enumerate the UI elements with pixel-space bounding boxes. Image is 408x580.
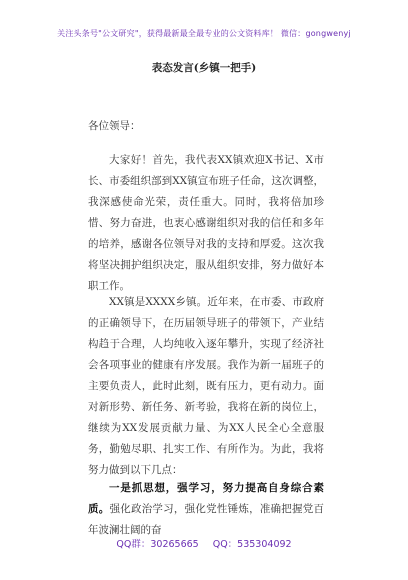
paragraph-2	[88, 292, 324, 481]
footer-qq-group: QQ群：30265665	[116, 539, 199, 550]
paragraph-1	[88, 150, 324, 297]
document-title: 表态发言(乡镇一把手)	[151, 62, 257, 74]
footer-qq: QQ：535304092	[212, 539, 292, 550]
paragraph-3-lead: 一是抓思想，强学习，努力提高自身综合素质。	[88, 482, 324, 515]
paragraph-3-text: 强化政治学习，强化党性锤炼，准确把握党百年波澜壮阔的奋	[88, 503, 325, 536]
footer-contact	[0, 536, 408, 550]
paragraph-1-text: 大家好！首先，我代表XX镇欢迎X书记、X市长、市委组织部到XX镇宣布班子任命，这次调整，我深感使命光荣，责任重大。同时，我将倍加珍惜、努力奋进，也衷心感谢组织对我的信任和多年的培养，感谢各位领导对我的支持和厚爱。这次我将坚决拥护组织决定，服从组织安排，努力做好本职工作。	[88, 154, 324, 292]
paragraph-2-text: XX镇是XXXX乡镇。近年来，在市委、市政府的正确领导下，在历届领导班子的带领下，产业结构趋于合理，人均纯收入逐年攀升，实现了经济社会各项事业的健康有序发展。我作为新一届班子的主要负责人，此时此刻，既有压力，更有动力。面对新形势、新任务、新考验，我将在新的岗位上，继续为XX发展贡献力量、为XX人民全心全意服务，勤勉尽职、扎实工作、有所作为。为此，我将努力做到以下几点：	[88, 296, 324, 476]
paragraph-3	[88, 478, 324, 541]
salutation: 各位领导：	[88, 120, 141, 132]
header-notice: 关注头条号"公文研究"，获得最新最全最专业的公文资料库！ 微信：gongwenyj	[57, 29, 351, 38]
